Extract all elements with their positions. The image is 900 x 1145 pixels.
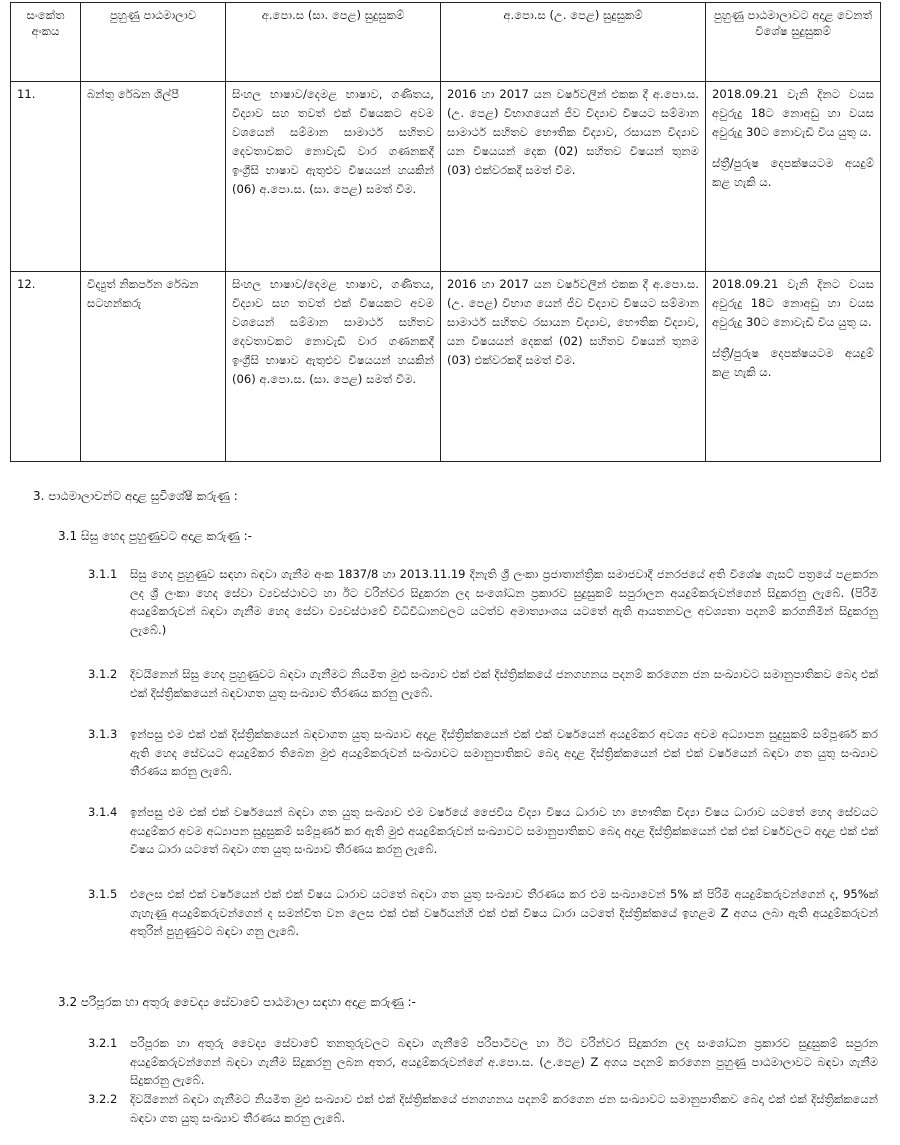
item-text: දිවයිනෙන් බඳවා ගැනීමට නියමිත මුළු සංඛ්‍යාව එක් එක් දිස්ත්‍රික්කයේ ජනගහනය පදනම් කරගෙන ජන සංඛ්‍යාවට සමානුපාතිකව බෙදා එක් එක් දිස්ත්‍රික්කයෙන් බඳවා ගත යුතු සංඛ්‍යාව තීරණය කරනු ලැබේ. — [130, 1092, 878, 1125]
row-other — [706, 272, 881, 462]
row-al: 2016 හා 2017 යන වර්ෂවලින් එකක දී අ.පො.ස. (උ. පෙළ) විභාගයෙන් ජීව විද්‍යාව විෂයට සම්මාන සාමාර්ථ සහිතව භෞතික විද්‍යාව, රසායන විද්‍යාව යන විෂයයන් දෙක (02) සහිතව විෂයන් තුනම (03) එක්වරකදී සමත් වීම. — [441, 82, 706, 272]
row-al: 2016 හා 2017 යන වර්ෂවලින් එකක දී අ.පො.ස. (උ. පෙළ) විභාග යෙන් ජීව විද්‍යාව විෂයට සම්මාන සාමාර්ථ සහිතව රසායන විද්‍යාව, භෞතික විද්‍යාව, යන විෂයයන් දෙකක් (02) සහිතව විෂයන් තුනම (03) එක්වරකදී සමත් වීම. — [441, 272, 706, 462]
item-number: 3.1.3 — [88, 727, 118, 741]
header-ol: අ.පො.ස (සා. පෙළ) සුදුසුකම් — [226, 3, 441, 82]
row-other — [706, 82, 881, 272]
item-text: සිසු හෙද පුහුණුව සඳහා බඳවා ගැනීම අංක 1837/8 හා 2013.11.19 දිනැති ශ්‍රී ලංකා ප්‍රජාතාන්ත්‍රික සමාජවාදී ජනරජයේ අති විශේෂ ගැසට් පත්‍රයේ පළකරන ලද ශ්‍රී ලංකා හෙද සේවා ව්‍යවස්ථාවට හා ඊට වරින්වර සිදුකරන ලද සංශෝධන ප්‍රකාරව සුදුසුකම් සපුරාලන අයදුම්කරුවන්ගෙන් සිදුකරනු ලැබේ. (පිරිමි අයදුම්කරුවන් බඳවා ගැනීම හෙද සේවා ව්‍යවස්ථාවේ විධිවිධානවලට යටත්ව අමාත්‍යාංශය යටතේ ඇති ආයතනවල අවශ්‍යතා පදනම් කරගනිමින් සිදුකරනු ලැබේ.) — [130, 567, 878, 637]
list-item — [88, 565, 878, 639]
section-3-1-title: 3.1 සිසු හෙද පුහුණුවට අදාළ කරුණු :- — [58, 529, 252, 543]
item-text: දිවයිනෙන් සිසු හෙද පුහුණුවට බඳවා ගැනීමට නියමිත මුළු සංඛ්‍යාව එක් එක් දිස්ත්‍රික්කයේ ජනගහනය පදනම් කරගෙන ජන සංඛ්‍යාවට සමානුපාතිකව බෙදා එක් එක් දිස්ත්‍රික්කයෙන් බඳවාගත යුතු සංඛ්‍යාව තීරණය කරනු ලැබේ. — [130, 667, 878, 700]
item-number: 3.1.1 — [88, 567, 118, 581]
row-other-age: 2018.09.21 වැනි දිනට වයස අවුරුදු 18ට නොඅඩු හා වයස අවුරුදු 30ට නොවැඩි විය යුතු ය. — [712, 87, 874, 139]
row-other-gender: ස්ත්‍රී/පුරුෂ දෙපක්ෂයටම අයදුම් කළ හැකි ය. — [712, 156, 874, 189]
row-course: බන්තු රේඛන ශිල්පී — [81, 82, 226, 272]
row-other-gender: ස්ත්‍රී/පුරුෂ දෙපක්ෂයටම අයදුම් කළ හැකි ය. — [712, 346, 874, 379]
list-item — [88, 1034, 878, 1090]
qualifications-table — [10, 2, 881, 462]
header-other: පුහුණු පාඨමාලාවට අදාළ වෙනත් විශේෂ සුදුසුකම් — [706, 3, 881, 82]
row-ol: සිංහල භාෂාව/දෙමළ භාෂාව, ගණිතය, විද්‍යාව සහ තවත් එක් විෂයකට අවම වශයෙන් සම්මාන සාමාර්ථ සහිතව දෙවතාවකට නොවැඩි වාර ගණනකදී ඉංග්‍රීසි භාෂාව ඇතුළුව විෂයයන් හයකින් (06) අ.පො.ස. (සා. පෙළ) සමත් වීම. — [226, 272, 441, 462]
header-code: සංකේත අංකය — [11, 3, 81, 82]
list-item — [88, 665, 878, 702]
header-course: පුහුණු පාඨමාලාව — [81, 3, 226, 82]
row-code: 12. — [11, 272, 81, 462]
item-number: 3.1.2 — [88, 667, 118, 681]
list-item — [88, 803, 878, 859]
table-row — [11, 82, 881, 272]
list-item — [88, 885, 878, 941]
item-text: පරිපූරක හා අතුරු වෛද්‍ය සේවාවේ තනතුරුවලට බඳවා ගැනීමේ පරිපාටිවල හා ඊට වරින්වර සිදුකරන ලද සංශෝධන ප්‍රකාරව සුදුසුකම් සපුරන අයදුම්කරුවන්ගෙන් බඳවා ගැනීම සිදුකරනු ලබන අතර, අයදුම්කරුවන්ගේ අ.පො.ස. (උ.පෙළ) Z අගය පදනම් කරගෙන පුහුණු පාඨමාලාවට බඳවා ගැනීම සිදුකරනු ලැබේ. — [130, 1036, 878, 1087]
row-code: 11. — [11, 82, 81, 272]
section-3-title: 3. පාඨමාලාවන්ට අදාළ සුවිශේෂී කරුණු : — [33, 489, 238, 503]
row-other-age: 2018.09.21 වැනි දිනට වයස අවුරුදු 18ට නොඅඩු හා වයස අවුරුදු 30ට නොවැඩි විය යුතු ය. — [712, 277, 874, 329]
item-text: ඉන්පසු එම එක් එක් වර්ෂයෙන් බඳවා ගත යුතු සංඛ්‍යාව එම වර්ෂයේ ජෛවීය විද්‍යා විෂය ධාරාව හා භෞතික විද්‍යා විෂය ධාරාව යටතේ හෙද සේවයට අයදුම්කර අවම අධ්‍යාපන සුදුසුකම් සම්පූර්ණ කර ඇති මුළු අයදුම්කරුවන් සංඛ්‍යාවට සමානුපාතිකව බෙදා අදාළ දිස්ත්‍රික්කයෙන් එක් එක් වර්ෂවලට අදාළ එක් එක් විෂය ධාරා යටතේ බඳවා ගත යුතු සංඛ්‍යාව තීරණය කරනු ලැබේ. — [130, 805, 878, 856]
list-item — [88, 725, 878, 781]
row-course: විද්‍යුත් නිකර්පන රේඛන සටහන්කරු — [81, 272, 226, 462]
table-header-row — [11, 3, 881, 82]
item-number: 3.2.2 — [88, 1092, 118, 1106]
table-row — [11, 272, 881, 462]
item-number: 3.2.1 — [88, 1036, 118, 1050]
item-text: එලෙස එක් එක් වර්ෂයෙන් එක් එක් විෂය ධාරාව යටතේ බඳවා ගත යුතු සංඛ්‍යාව තීරණය කර එම සංඛ්‍යාවෙන් 5% ක් පිරිමි අයදුම්කරුවන්ගෙන් ද, 95%ක් ගැහැණු අයදුම්කරුවන්ගෙන් ද සමන්විත වන ලෙස එක් එක් වර්ෂයන්හි එක් එක් විෂය ධාරා යටතේ දිස්ත්‍රික්කයේ ඉහළම Z අගය ලබා ඇති අයදුම්කරුවන් අතුරින් පුහුණුවට බඳවා ගනු ලැබේ. — [130, 887, 878, 938]
list-item — [88, 1090, 878, 1127]
item-number: 3.1.5 — [88, 887, 118, 901]
section-3-2-title: 3.2 පරිපූරක හා අතුරු වෛද්‍ය සේවාවේ පාඨමාලා සඳහා අදාළ කරුණු :- — [58, 995, 416, 1009]
row-ol: සිංහල භාෂාව/දෙමළ භාෂාව, ගණිතය, විද්‍යාව සහ තවත් එක් විෂයකට අවම වශයෙන් සම්මාන සාමාර්ථ සහිතව දෙවතාවකට නොවැඩි වාර ගණනකදී ඉංග්‍රීසි භාෂාව ඇතුළුව විෂයයන් හයකින් (06) අ.පො.ස. (සා. පෙළ) සමත් වීම. — [226, 82, 441, 272]
item-number: 3.1.4 — [88, 805, 118, 819]
header-al: අ.පො.ස (උ. පෙළ) සුදුසුකම් — [441, 3, 706, 82]
item-text: ඉන්පසු එම එක් එක් දිස්ත්‍රික්කයෙන් බඳවාගත යුතු සංඛ්‍යාව අදාළ දිස්ත්‍රික්කයෙන් එක් එක් වර්ෂයෙන් අයදුම්කර අවශ්‍ය අවම අධ්‍යාපන සුදුසුකම් සම්පූර්ණ කර ඇති හෙද සේවයට අයදුම්කර තිබෙන මුළු අයදුම්කරුවන් සංඛ්‍යාවට සමානුපාතිකව බෙදා අදාළ දිස්ත්‍රික්කයෙන් එක් එක් වර්ෂයෙන් බඳවා ගත යුතු සංඛ්‍යාව තීරණය කරනු ලැබේ. — [130, 727, 878, 778]
